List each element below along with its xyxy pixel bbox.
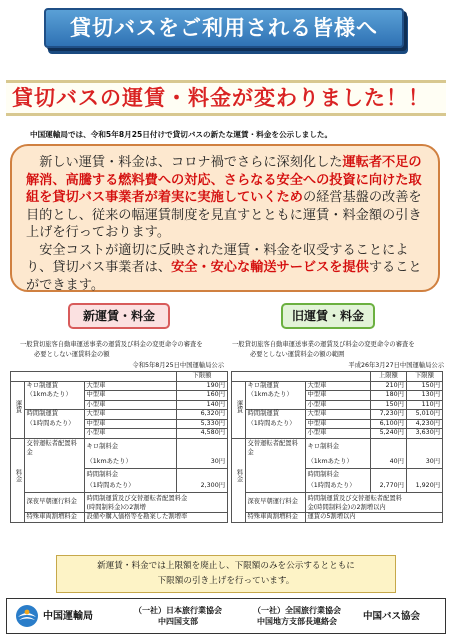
- desc-line: (時間制料金)の2割増: [86, 503, 146, 511]
- row-unit: （1時間あたり）: [84, 481, 176, 493]
- fare-value: 4,580円: [176, 429, 227, 439]
- table-row: [11, 469, 228, 481]
- intro-highlight: 安全・安心な輸送サービスを提供: [171, 260, 369, 275]
- table-row: [232, 493, 443, 513]
- row-unit: （1時間あたり）: [24, 419, 84, 429]
- page-headline: 貸切バスの運賃・料金が変わりました！！: [6, 80, 446, 116]
- org-name: [239, 605, 355, 627]
- fare-value: 130円: [406, 391, 442, 401]
- column-header: 上限額: [370, 372, 406, 382]
- fee-value: 1,920円: [406, 481, 442, 493]
- table-row: [232, 419, 443, 429]
- table-row: [11, 419, 228, 429]
- table-row: [232, 513, 443, 523]
- footer-organizations: [6, 598, 446, 634]
- row-label: キロ制運賃: [24, 381, 84, 391]
- vehicle-size: 中型車: [305, 391, 370, 401]
- intro-text: の経営基盤の改善を目的とし、従来の幅運賃制度を見直すとともに運賃・料金額の引き上げを行っております。: [26, 190, 422, 240]
- intro-box: [10, 144, 440, 292]
- table-row: [11, 429, 228, 439]
- intro-paragraph-1: [26, 154, 426, 242]
- intro-text: することができます。: [26, 260, 422, 293]
- fare-value: 110円: [406, 400, 442, 410]
- fee-description: 設備や購入価格等を勘案した割増率: [84, 513, 228, 523]
- row-label: 交替運転者配置料金: [24, 438, 84, 457]
- fee-value: 2,770円: [370, 481, 406, 493]
- page-banner: 貸切バスをご利用される皆様へ: [44, 8, 404, 48]
- row-unit: （1kmあたり）: [305, 457, 370, 469]
- new-fare-date: 令和5年8月25日中国運輸局公示: [132, 362, 224, 369]
- fare-value: 150円: [406, 381, 442, 391]
- fare-value: 210円: [370, 381, 406, 391]
- table-row: [11, 372, 228, 382]
- table-row: [232, 372, 443, 382]
- org-name: 中国運輸局: [43, 611, 93, 622]
- row-label: 交替運転者配置料金: [245, 438, 305, 457]
- fee-section-label: 料金: [232, 469, 246, 481]
- fare-section-label: 運賃: [11, 400, 25, 410]
- table-row: [232, 469, 443, 481]
- fee-value: 40円: [370, 457, 406, 469]
- fee-description: [305, 493, 443, 513]
- table-row: [232, 381, 443, 391]
- row-label: 深夜早朝運行料金: [24, 493, 84, 513]
- fee-description: [84, 493, 228, 513]
- old-fare-date: 平成26年3月27日中国運輸局公示: [348, 362, 444, 369]
- table-row: [11, 410, 228, 420]
- vehicle-size: 大型車: [84, 381, 176, 391]
- row-unit: （1時間あたり）: [245, 419, 305, 429]
- fare-value: 190円: [176, 381, 227, 391]
- row-label: 時間制料金: [84, 469, 176, 481]
- summary-box: [56, 555, 396, 593]
- fee-value: 30円: [406, 457, 442, 469]
- org-name: 中国バス協会: [363, 611, 421, 622]
- vehicle-size: 小型車: [84, 400, 176, 410]
- table-row: [232, 457, 443, 469]
- old-fare-subtitle-2: 必要としない運賃料金の額の範囲: [250, 351, 345, 358]
- table-row: [11, 457, 228, 469]
- new-fare-label: 新運賃・料金: [68, 303, 170, 329]
- table-row: [232, 391, 443, 401]
- fare-value: 5,240円: [370, 429, 406, 439]
- table-row: [11, 381, 228, 391]
- row-label: 特殊車両割増料金: [245, 513, 305, 523]
- desc-line: 時間制運賃及び交替運転者配置料金: [86, 494, 188, 502]
- fare-value: 6,100円: [370, 419, 406, 429]
- desc-line: 時間制運賃及び交替運転者配置料: [307, 494, 402, 502]
- table-row: [11, 481, 228, 493]
- summary-line: 新運賃・料金では上限額を廃止し、下限額のみを公示するとともに: [97, 561, 355, 571]
- fee-value: 30円: [176, 457, 227, 469]
- fee-description: 運賃の5割増以内: [305, 513, 443, 523]
- fare-value: 6,320円: [176, 410, 227, 420]
- vehicle-size: 中型車: [84, 419, 176, 429]
- table-row: [232, 481, 443, 493]
- new-fare-subtitle-2: 必要としない運賃料金の額: [34, 351, 110, 358]
- vehicle-size: 大型車: [305, 381, 370, 391]
- fee-section-label: 料金: [11, 469, 25, 481]
- fare-value: 150円: [370, 400, 406, 410]
- row-label: キロ制料金: [84, 438, 176, 457]
- vehicle-size: 小型車: [305, 429, 370, 439]
- fare-section-label: 運賃: [232, 400, 246, 410]
- old-fare-table: [231, 371, 443, 523]
- column-header: 下限額: [176, 372, 227, 382]
- intro-text: 新しい運賃・料金は、コロナ禍でさらに深刻化した: [39, 155, 343, 170]
- table-row: [11, 400, 228, 410]
- chugoku-transport-bureau-logo-icon: [15, 604, 39, 628]
- vehicle-size: 中型車: [84, 391, 176, 401]
- notice-text: 中国運輸局では、令和5年8月25日付けで貸切バスの新たな運賃・料金を公示しました。: [30, 130, 333, 139]
- fare-value: 5,010円: [406, 410, 442, 420]
- fare-value: 3,630円: [406, 429, 442, 439]
- table-row: [232, 400, 443, 410]
- row-unit: （1kmあたり）: [245, 391, 305, 401]
- new-fare-subtitle-1: 一般貸切旅客自動車運送事業の運賃及び料金の変更命令の審査を: [20, 341, 203, 348]
- row-label: 時間制料金: [305, 469, 370, 481]
- row-label: 時間制運賃: [245, 410, 305, 420]
- vehicle-size: 中型車: [305, 419, 370, 429]
- row-unit: （1kmあたり）: [24, 391, 84, 401]
- fare-value: 140円: [176, 400, 227, 410]
- intro-highlight: 運転者不足の解消、高騰する燃料費への対応、さらなる安全への投資に向けた取組を貸切バス事業者が着実に実施していくため: [26, 155, 422, 205]
- vehicle-size: 大型車: [305, 410, 370, 420]
- column-header: 下限額: [406, 372, 442, 382]
- fare-value: 180円: [370, 391, 406, 401]
- table-row: [232, 410, 443, 420]
- org-name: [123, 605, 233, 627]
- vehicle-size: 小型車: [84, 429, 176, 439]
- table-row: [232, 429, 443, 439]
- fare-value: 5,330円: [176, 419, 227, 429]
- org-line: （一社）全国旅行業協会: [253, 606, 341, 615]
- row-unit: （1時間あたり）: [305, 481, 370, 493]
- row-label: 深夜早朝運行料金: [245, 493, 305, 513]
- org-line: 中四国支部: [158, 617, 198, 626]
- fee-value: 2,300円: [176, 481, 227, 493]
- fare-value: 7,230円: [370, 410, 406, 420]
- old-fare-subtitle-1: 一般貸切旅客自動車運送事業の運賃及び料金の変更命令の審査を: [232, 341, 415, 348]
- table-row: [11, 493, 228, 513]
- table-row: [11, 513, 228, 523]
- table-row: [11, 438, 228, 457]
- row-label: キロ制運賃: [245, 381, 305, 391]
- old-fare-label: 旧運賃・料金: [281, 303, 375, 329]
- intro-text: 安全コストが適切に反映された運賃・料金を収受することにより、貸切バス事業者は、: [26, 242, 409, 275]
- org-line: （一社）日本旅行業協会: [134, 606, 222, 615]
- desc-line: 金(時間制料金)の2割増以内: [307, 503, 386, 511]
- fare-value: 160円: [176, 391, 227, 401]
- table-row: [232, 438, 443, 457]
- new-fare-table: [10, 371, 228, 523]
- org-line: 中国地方支部長連絡会: [257, 617, 337, 626]
- row-unit: （1kmあたり）: [84, 457, 176, 469]
- vehicle-size: 小型車: [305, 400, 370, 410]
- summary-line: 下限額の引き上げを行っています。: [157, 576, 295, 586]
- table-row: [11, 391, 228, 401]
- row-label: キロ制料金: [305, 438, 370, 457]
- fare-value: 4,230円: [406, 419, 442, 429]
- vehicle-size: 大型車: [84, 410, 176, 420]
- row-label: 時間制運賃: [24, 410, 84, 420]
- row-label: 特殊車両割増料金: [24, 513, 84, 523]
- intro-paragraph-2: [26, 242, 426, 295]
